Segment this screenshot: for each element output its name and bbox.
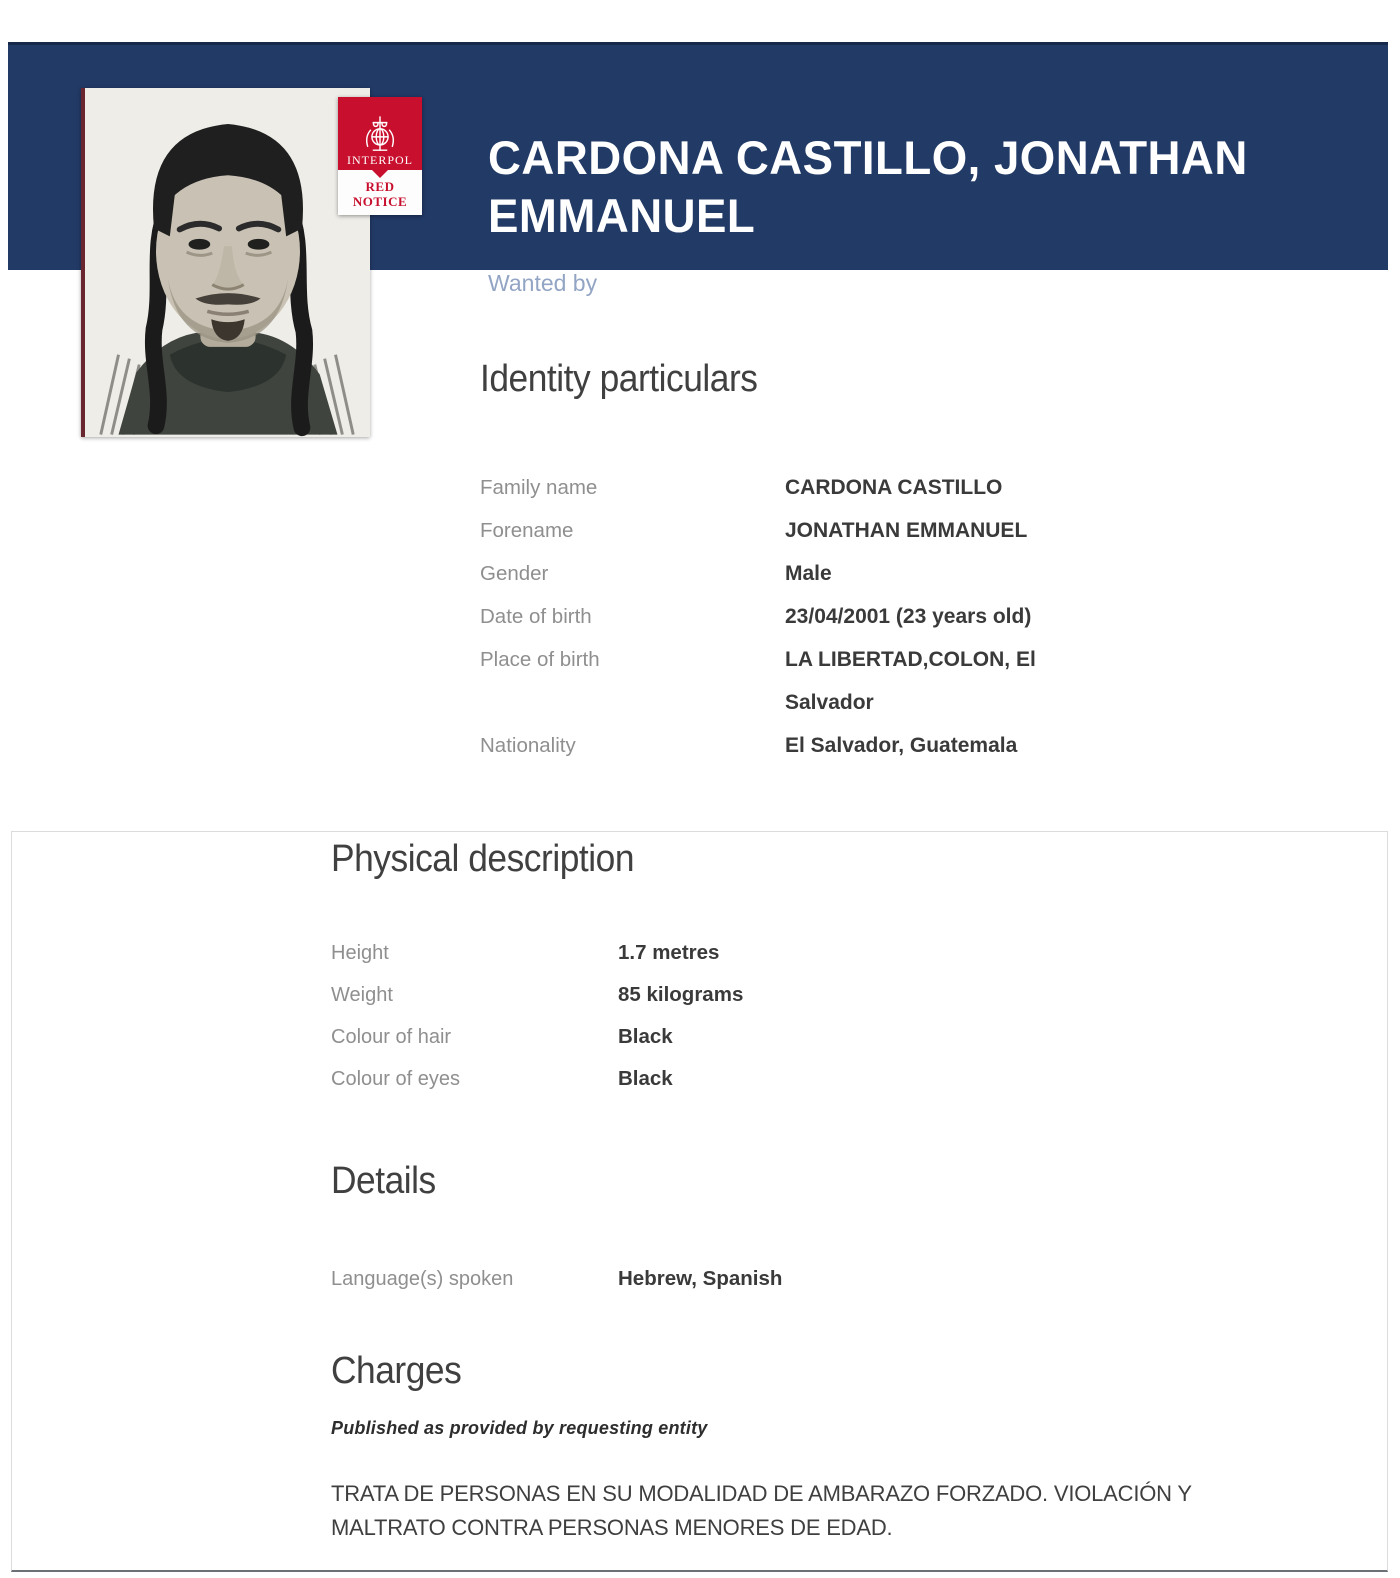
details-list — [331, 1258, 1151, 1300]
charges-disclaimer: Published as provided by requesting entity — [331, 1418, 708, 1438]
mugshot-photo — [81, 88, 370, 437]
charges-text: TRATA DE PERSONAS EN SU MODALIDAD DE AMBARAZO FORZADO. VIOLACIÓN Y MALTRATO CONTRA PERSONAS MENORES DE EDAD. — [331, 1481, 1192, 1540]
physical-description-list — [331, 932, 1151, 1100]
field-label: Gender — [480, 562, 549, 585]
identity-particulars-list — [480, 466, 1120, 767]
identity-row — [480, 509, 1120, 552]
badge-notch — [372, 170, 388, 178]
physical-row — [331, 1016, 1151, 1058]
field-label: Forename — [480, 519, 574, 542]
mugshot-illustration — [85, 88, 370, 437]
interpol-emblem-icon — [361, 115, 399, 153]
physical-row — [331, 1058, 1151, 1100]
field-value: Hebrew, Spanish — [618, 1267, 783, 1290]
field-value: Black — [618, 1067, 673, 1090]
field-value: 23/04/2001 (23 years old) — [785, 605, 1032, 628]
field-value: JONATHAN EMMANUEL — [785, 519, 1028, 542]
identity-row — [480, 595, 1120, 638]
identity-row — [480, 638, 1120, 724]
field-label: Height — [331, 942, 389, 964]
badge-org-label: INTERPOL — [347, 153, 413, 167]
identity-row — [480, 466, 1120, 509]
physical-row — [331, 932, 1151, 974]
details-row — [331, 1258, 1151, 1300]
details-heading: Details — [331, 1160, 436, 1202]
field-value: 85 kilograms — [618, 983, 744, 1006]
field-label: Colour of hair — [331, 1026, 452, 1048]
field-value: LA LIBERTAD,COLON, El Salvador — [785, 648, 1036, 714]
badge-notice-line1: RED — [365, 179, 395, 194]
field-value: 1.7 metres — [618, 941, 720, 964]
wanted-by-label: Wanted by — [488, 270, 598, 296]
field-label: Place of birth — [480, 648, 600, 671]
wanted-by-line — [488, 269, 729, 297]
identity-row — [480, 724, 1120, 767]
badge-white-section — [338, 170, 422, 215]
red-notice-badge — [338, 97, 422, 215]
wanted-by-country: Guatemala — [611, 270, 730, 296]
identity-row — [480, 552, 1120, 595]
field-value: Black — [618, 1025, 673, 1048]
physical-row — [331, 974, 1151, 1016]
charges-heading: Charges — [331, 1350, 462, 1392]
details-card — [11, 831, 1388, 1572]
field-label: Nationality — [480, 734, 576, 757]
field-label: Weight — [331, 984, 393, 1006]
badge-notice-line2: NOTICE — [352, 194, 408, 209]
field-label: Date of birth — [480, 605, 592, 628]
page-title: CARDONA CASTILLO, JONATHAN EMMANUEL — [488, 131, 1248, 242]
field-value: CARDONA CASTILLO — [785, 476, 1003, 499]
field-label: Family name — [480, 476, 598, 499]
field-value: El Salvador, Guatemala — [785, 734, 1018, 757]
field-label: Language(s) spoken — [331, 1268, 514, 1290]
identity-particulars-heading: Identity particulars — [480, 358, 758, 400]
badge-red-section — [338, 97, 422, 170]
physical-description-heading: Physical description — [331, 838, 635, 880]
field-label: Colour of eyes — [331, 1068, 460, 1090]
field-value: Male — [785, 562, 832, 585]
